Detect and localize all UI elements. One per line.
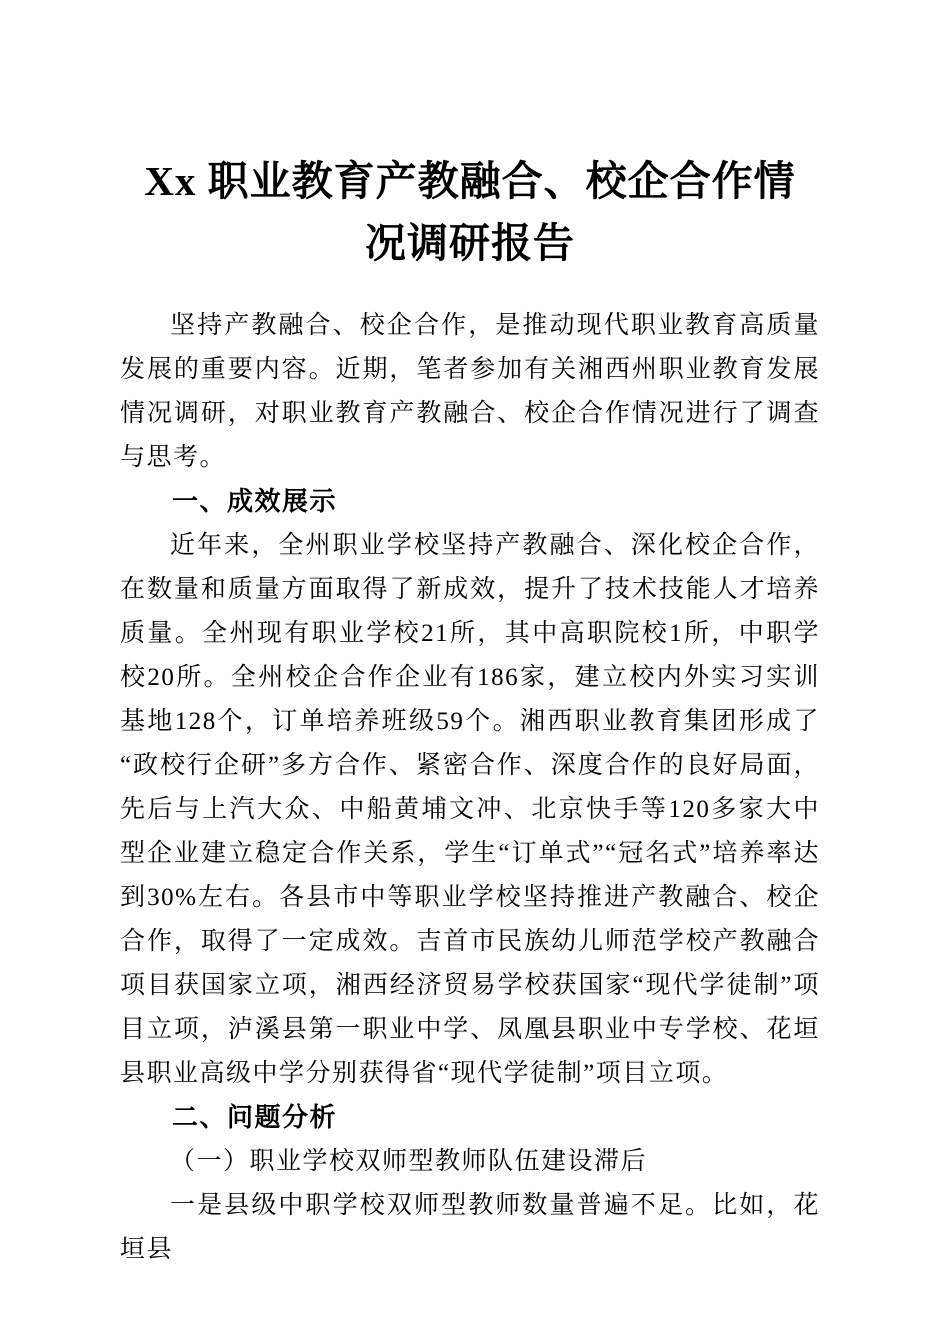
document-title: Xx 职业教育产教融合、校企合作情况调研报告	[144, 158, 796, 266]
section-2-subheading: （一）职业学校双师型教师队伍建设滞后	[170, 1148, 648, 1175]
section-1-body-paragraph: 近年来，全州职业学校坚持产教融合、深化校企合作，在数量和质量方面取得了新成效，提升了技术技能人才培养质量。全州现有职业学校21所，其中高职院校1所，中职学校20所。全州校企合作企业有186家，建立校内外实习实训基地128个，订单培养班级59个。湘西职业教育集团形成了“政校行企研”多方合作、紧密合作、深度合作的良好局面，先后与上汽大众、中船黄埔文冲、北京快手等120多家大中型企业建立稳定合作关系，学生“订单式”“冠名式”培养率达到30%左右。各县市中等职业学校坚持推进产教融合、校企合作，取得了一定成效。吉首市民族幼儿师范学校产教融合项目获国家立项，湘西经济贸易学校获国家“现代学徒制”项目立项，泸溪县第一职业中学、凤凰县职业中专学校、花垣县职业高级中学分别获得省“现代学徒制”项目立项。	[120, 532, 820, 1087]
intro-paragraph: 坚持产教融合、校企合作，是推动现代职业教育高质量发展的重要内容。近期，笔者参加有关湘西州职业教育发展情况调研，对职业教育产教融合、校企合作情况进行了调查与思考。	[120, 312, 820, 471]
section-2-heading: 二、问题分析	[172, 1103, 338, 1132]
section-1-heading: 一、成效展示	[172, 487, 338, 516]
section-2-body-paragraph: 一是县级中职学校双师型教师数量普遍不足。比如，花垣县	[120, 1192, 820, 1263]
